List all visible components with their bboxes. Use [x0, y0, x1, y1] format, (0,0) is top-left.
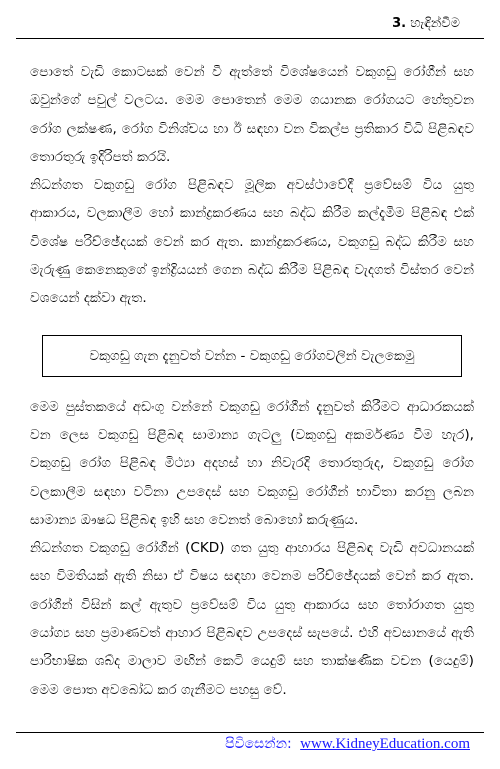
page-header [16, 10, 484, 39]
page-body [30, 58, 474, 704]
chapter-number: 3. [392, 16, 407, 31]
chapter-title: හැඳින්වීම [410, 16, 460, 31]
chapter-heading [392, 16, 460, 31]
website-link[interactable]: www.KidneyEducation.com [300, 736, 470, 752]
footer-label: පිවිසෙන්න: [225, 736, 292, 752]
page-footer [225, 736, 470, 753]
body-paragraph: මෙම පුස්තකයේ අඩංගු වන්නේ වකුගඩු රෝගීන් දැනුවත් කිරීමට ආධාරකයක් වන ලෙස වකුගඩු පිළිබඳ සාමාන්‍ය ගැටලු (වකුගඩු අකර්මණ්‍ය වීම හැර), වකුගඩු රෝග පිළිබඳ මිථ්‍යා අදහස් හා නිවැරදි තොරතුරුද, වකුගඩු රෝග වලකාලීම සඳහා වටිනා උපදෙස් සහ වකුගඩු රෝගීන් භාවිතා කරනු ලබන සාමාන්‍ය ඖෂධ පිළිබඳ ඉහි සහ වෙනත් බොහෝ කරුණුය. [30, 398, 474, 528]
footer-divider [16, 732, 484, 733]
callout-text: වකුගඩු ගැන දැනුවත් වන්න - වකුගඩු රෝගවලින් වැලකෙමු [89, 347, 415, 364]
callout-box [42, 335, 462, 377]
body-paragraph: නිධන්ගත වකුගඩු රෝගීන් (CKD) ගත යුතු ආහාරය පිළිබඳ වැඩි අවධානයක් සහ විමතියක් ඇති නිසා ඒ විෂය සඳහා වෙනම පරිච්ඡේදයක් වෙන් කර ඇත. රෝගීන් විසින් කල් ඇතුව ප්‍රවේසම් විය යුතු ආකාරය සහ තෝරාගත යුතු යෝග්‍ය සහ ප්‍රමාණවත් ආහාර පිළිබඳව උපදෙස් සැපයේ. එහි අවසානයේ ඇති පාරිභාෂික ශබ්ද මාලාව මඟින් කෙටි යෙදුම් සහ තාක්ෂණික වචන (යෙදුම්) මෙම පොත අවබෝධ කර ගැනීමට පහසු වේ. [30, 540, 474, 698]
body-paragraph: නිධන්ගත වකුගඩු රෝග පිළිබඳව මූලික අවස්ථාවේදී ප්‍රවේසම් විය යුතු ආකාරය, වලකාලීම හෝ කාන්ද්‍රකරණය සහ බද්ධ කිරීම කල්දැමීම පිළිබඳ එක් විශේෂ පරිච්ඡේදයක් වෙන් කර ඇත. කාන්ද්‍රකරණය, වකුගඩු බද්ධ කිරීම සහ මැරුණු කෙනෙකුගේ ඉන්ද්‍රියයන් ගෙන බද්ධ කිරීම පිළිබඳ වැදගත් විස්තර වෙන් වශයෙන් දක්වා ඇත. [30, 177, 474, 307]
body-paragraph: පොතේ වැඩි කොටසක් වෙන් වී ඇත්තේ විශේෂයෙන් වකුගඩු රෝගීන් සහ ඔවුන්ගේ පවුල් වලටය. මෙම පොතෙන් මෙම ගයානක රෝගයට හේතුවන රෝග ලක්ෂණ, රෝග විනිශ්චය හා ඊ සඳහා වන විකල්ප ප්‍රතිකාර විධි පිළිබඳව තොරතුරු ඉදිරිපත් කරයි. [30, 64, 474, 165]
